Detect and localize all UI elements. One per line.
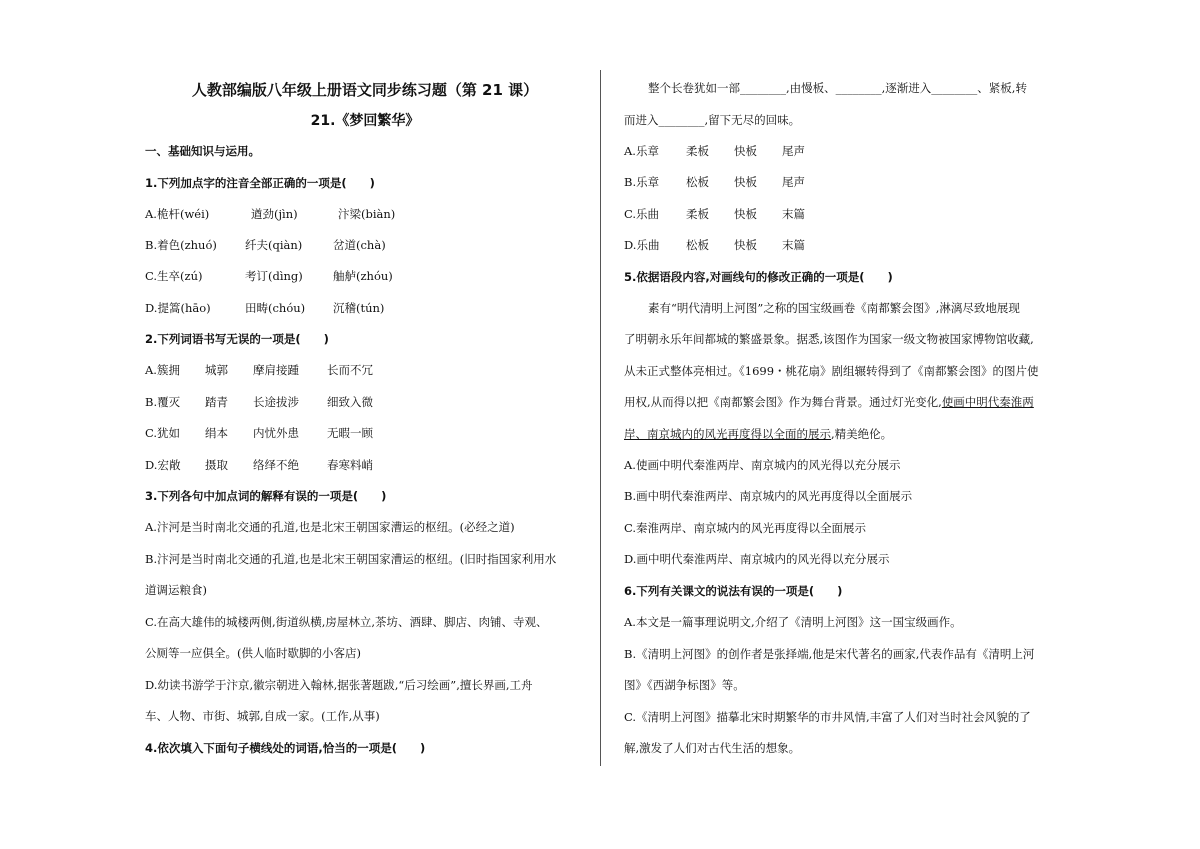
column-divider [600,70,601,766]
q3-option-d-line1: D.幼读书游学于汴京,徽宗朝进入翰林,据张著题跋,“后习绘画”,擅长界画,工舟 [145,678,533,692]
q4-option-c: C.乐曲 柔板 快板 末篇 [624,207,805,221]
q1-option-c: C.生卒(zú) 考订(dìng) 舳舻(zhóu) [145,269,393,283]
q3-option-c-line2: 公厕等一应俱全。(供人临时歇脚的小客店) [145,646,361,660]
q5-passage-line5: 岸、南京城内的风光再度得以全面的展示,精美绝伦。 [624,427,893,441]
q2-option-d: D.宏敞 摄取 络绎不绝 春寒料峭 [145,458,373,472]
q3-stem: 3.下列各句中加点词的解释有误的一项是( ) [145,489,387,503]
q2-stem: 2.下列词语书写无误的一项是( ) [145,332,329,346]
q4-option-a: A.乐章 柔板 快板 尾声 [624,144,805,158]
q2-option-b: B.覆灭 踏青 长途拔涉 细致入微 [145,395,373,409]
q5-passage-line4: 用权,从而得以把《南都繁会图》作为舞台背景。通过灯光变化,使画中明代秦淮两 [624,395,1034,409]
q6-option-a: A.本文是一篇事理说明文,介绍了《清明上河图》这一国宝级画作。 [624,615,962,629]
page-title: 人教部编版八年级上册语文同步练习题（第 21 课） [191,81,539,99]
q5-option-d: D.画中明代秦淮两岸、南京城内的风光得以充分展示 [624,552,890,566]
q5-underlined-sentence-part2: 岸、南京城内的风光再度得以全面的展示 [624,427,831,441]
q2-option-a: A.簇拥 城郭 摩肩接踵 长而不冗 [145,363,373,377]
q1-option-d: D.提篙(hāo) 田畴(chóu) 沉稽(tún) [145,301,385,315]
q4-option-d: D.乐曲 松板 快板 末篇 [624,238,805,252]
q5-option-a: A.使画中明代秦淮两岸、南京城内的风光得以充分展示 [624,458,901,472]
q3-option-b-line1: B.汴河是当时南北交通的孔道,也是北宋王朝国家漕运的枢纽。(旧时指国家利用水 [145,552,557,566]
q4-stem: 4.依次填入下面句子横线处的词语,恰当的一项是( ) [145,741,426,755]
lesson-subtitle: 21.《梦回繁华》 [310,113,420,129]
q5-option-c: C.秦淮两岸、南京城内的风光再度得以全面展示 [624,521,867,535]
q6-option-b-line2: 图》《西湖争标图》等。 [624,678,745,692]
q4-text-line1: 整个长卷犹如一部________,由慢板、________,逐渐进入________、紧板,转 [648,81,1027,95]
q1-stem: 1.下列加点字的注音全部正确的一项是( ) [145,176,375,190]
q4-text-line2: 而进入________,留下无尽的回味。 [624,113,801,127]
q6-option-c-line2: 解,激发了人们对古代生活的想象。 [624,741,801,755]
q5-passage-line3: 从未正式整体亮相过。《1699・桃花扇》剧组辗转得到了《南都繁会图》的图片使 [624,364,1039,378]
q2-option-c: C.犹如 绢本 内忧外患 无暇一顾 [145,426,373,440]
q1-option-a: A.桅杆(wéi) 遒劲(jìn) 汴梁(biàn) [145,207,396,221]
q3-option-d-line2: 车、人物、市街、城郭,自成一家。(工作,从事) [145,709,380,723]
q3-option-b-line2: 道调运粮食) [145,583,207,597]
q1-option-b: B.着色(zhuó) 纤夫(qiàn) 岔道(chà) [145,238,386,252]
q6-option-b-line1: B.《清明上河图》的创作者是张择端,他是宋代著名的画家,代表作品有《清明上河 [624,647,1035,661]
q6-option-c-line1: C.《清明上河图》描摹北宋时期繁华的市井风情,丰富了人们对当时社会风貌的了 [624,710,1031,724]
q6-stem: 6.下列有关课文的说法有误的一项是( ) [624,584,843,598]
q5-passage-line2: 了明朝永乐年间都城的繁盛景象。据悉,该图作为国家一级文物被国家博物馆收藏, [624,332,1034,346]
q4-option-b: B.乐章 松板 快板 尾声 [624,175,805,189]
q5-option-b: B.画中明代秦淮两岸、南京城内的风光再度得以全面展示 [624,489,913,503]
q3-option-c-line1: C.在高大雄伟的城楼两侧,街道纵横,房屋林立,茶坊、酒肆、脚店、肉铺、寺观、 [145,615,548,629]
q5-passage-line1: 素有“明代清明上河图”之称的国宝级画卷《南都繁会图》,淋漓尽致地展现 [648,301,1020,315]
section-heading: 一、基础知识与运用。 [145,144,260,158]
q5-stem: 5.依据语段内容,对画线句的修改正确的一项是( ) [624,270,893,284]
q5-underlined-sentence-part1: 使画中明代秦淮两 [941,395,1034,409]
q3-option-a: A.汴河是当时南北交通的孔道,也是北宋王朝国家漕运的枢纽。(必经之道) [145,520,515,534]
